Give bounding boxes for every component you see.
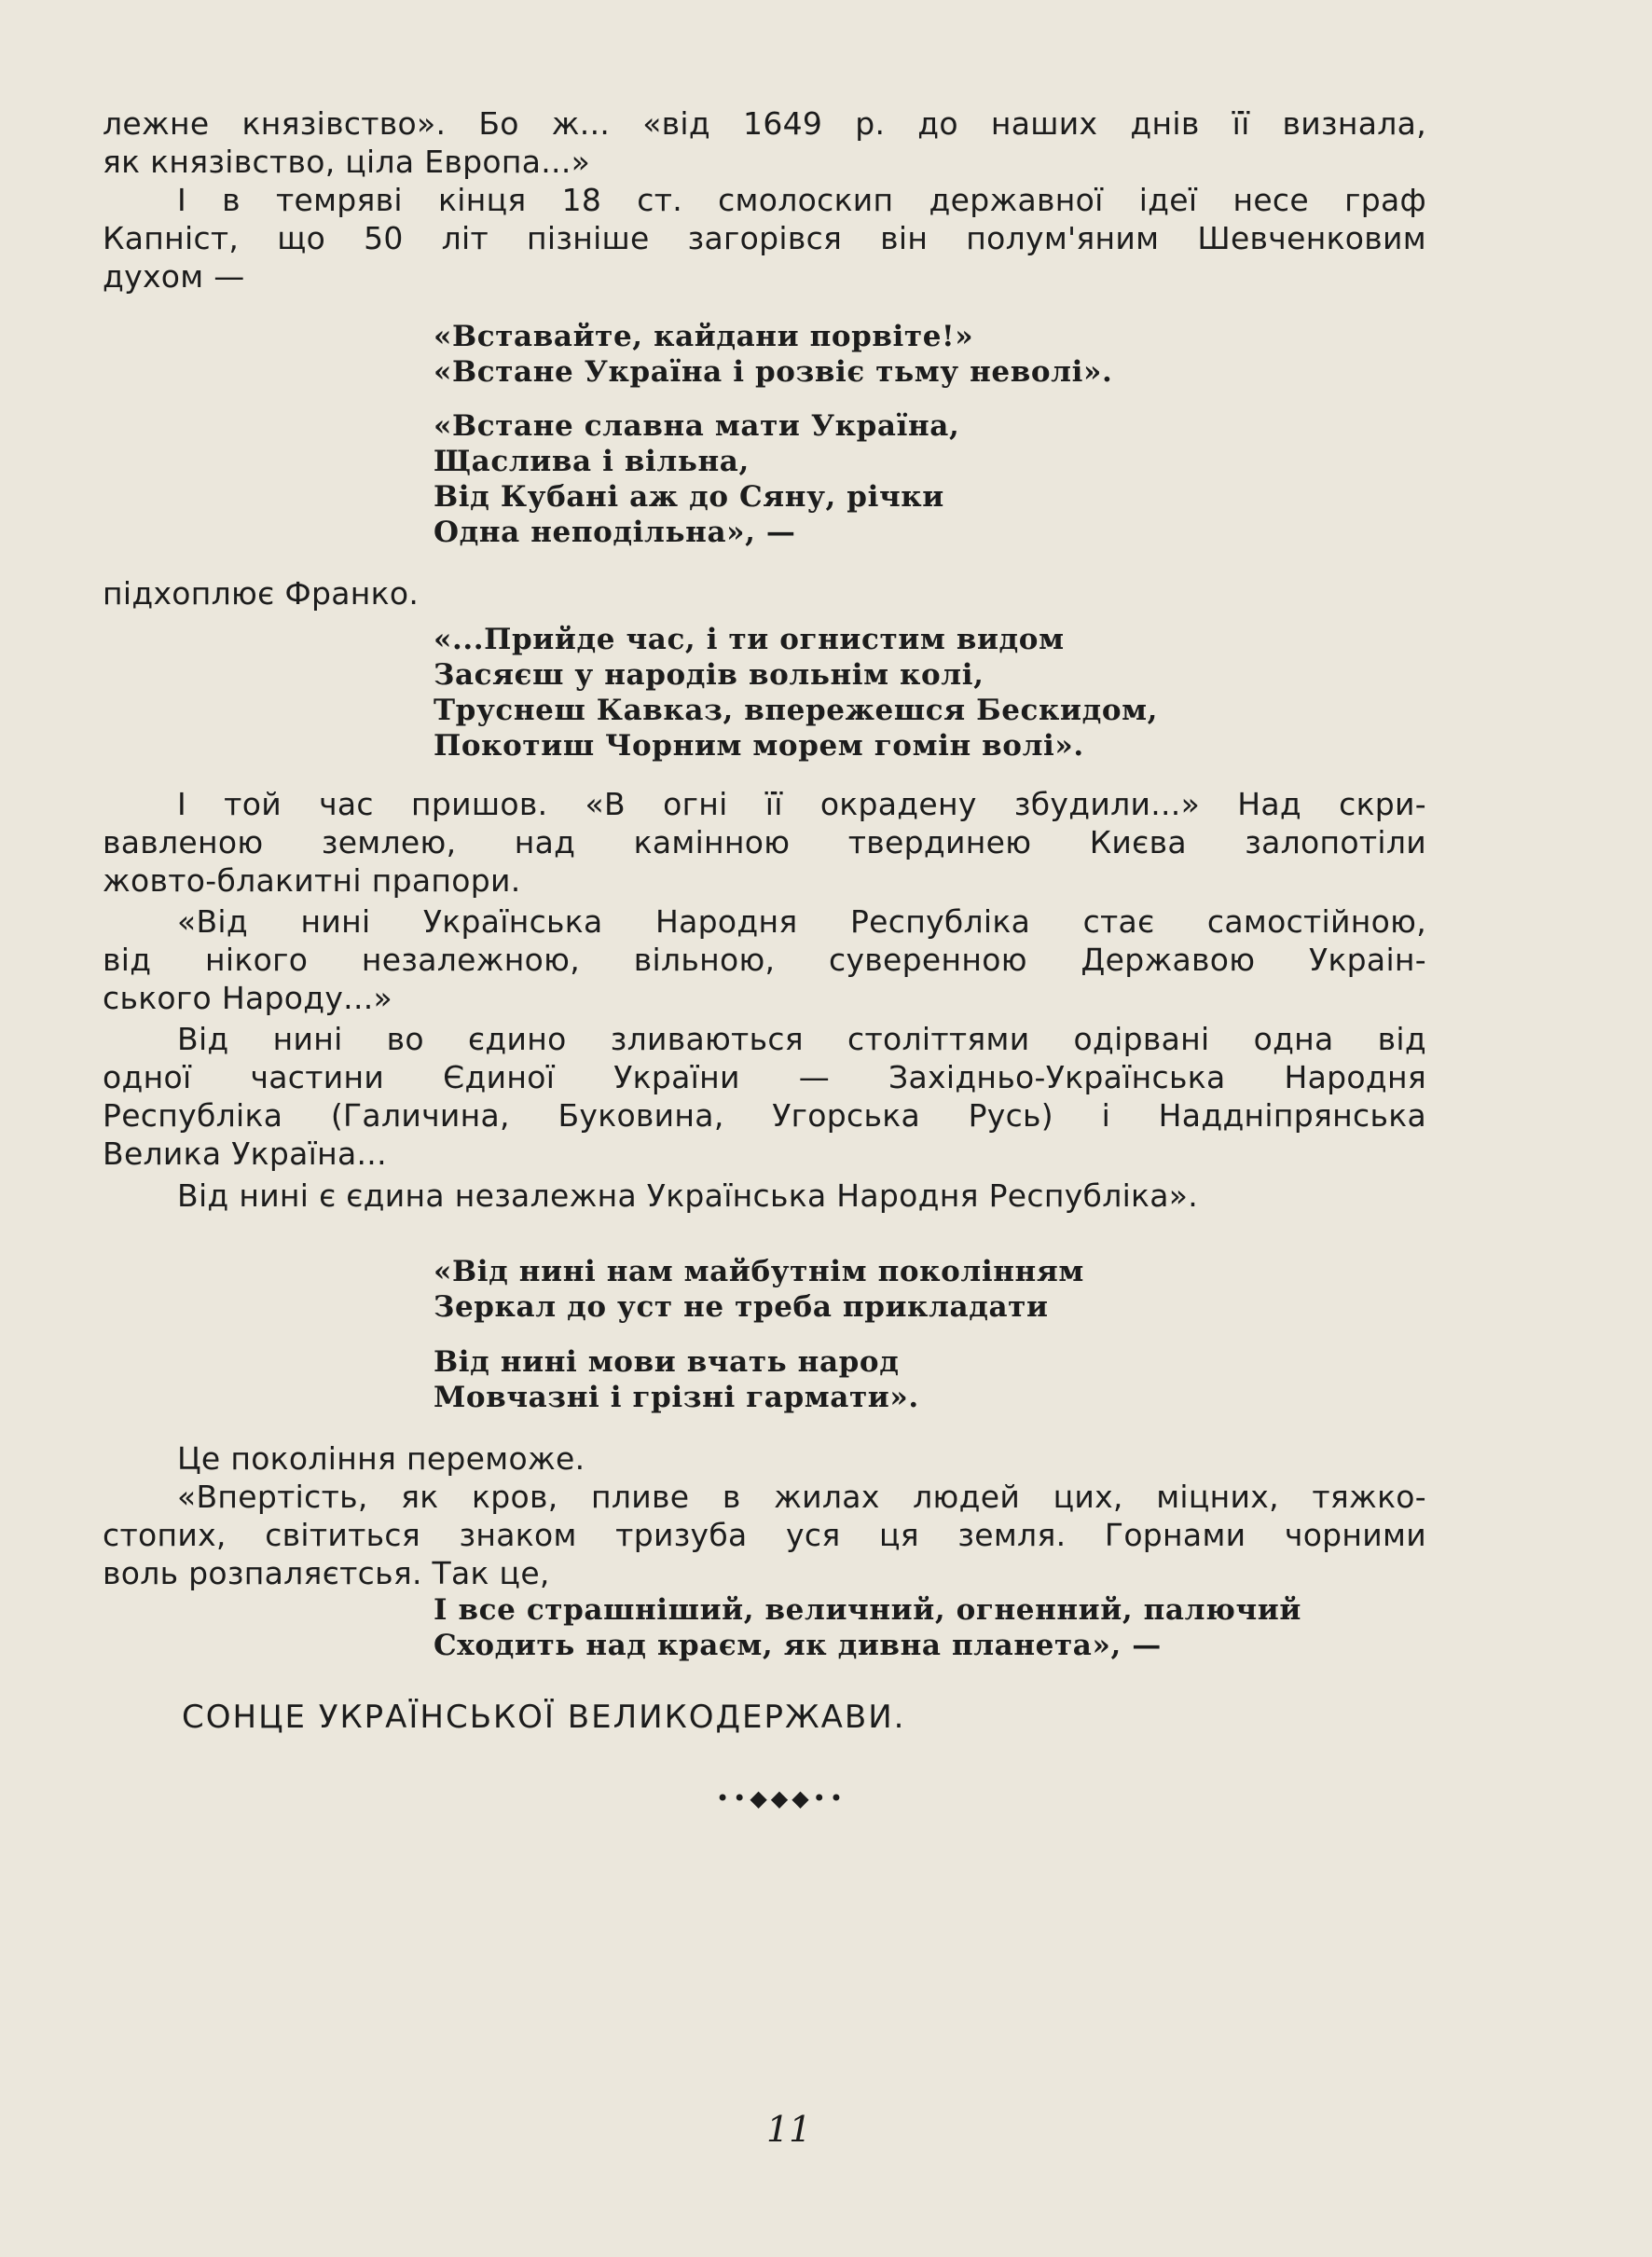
verse-line: Труснеш Кавказ, впережешся Бескидом, [434, 694, 1159, 727]
text-line: одної частини Єдиної України — Західньо-Українська Народня [103, 1059, 1426, 1095]
text-line: Це покоління переможе. [177, 1440, 585, 1477]
page-number: 11 [766, 2109, 812, 2150]
text-line: від нікого незалежною, вільною, суверенною Державою Украін- [103, 942, 1426, 978]
verse-line: Засяєш у народів вольнім колі, [434, 658, 984, 692]
verse-line: Мовчазні і грізні гармати». [434, 1381, 919, 1414]
text-line: І в темряві кінця 18 ст. смолоскип державної ідеї несе граф [177, 182, 1426, 218]
text-line: Від нині є єдина незалежна Українська Народня Республіка». [177, 1177, 1199, 1214]
text-line: стопих, світиться знаком тризуба уся ця земля. Горнами чорними [103, 1517, 1426, 1553]
paragraph-8 [103, 1478, 1426, 1592]
paragraph-2 [103, 181, 1426, 296]
text-line: Капніст, що 50 літ пізніше загорівся він полум'яним Шевченковим [103, 220, 1426, 256]
text-line: І той час пришов. «В огні її окрадену збудили...» Над скри- [177, 786, 1426, 822]
text-line: підхоплює Франко. [103, 575, 420, 612]
paragraph-1 [103, 104, 1426, 181]
verse-quote-2 [434, 408, 1459, 550]
verse-line: І все страшніший, величний, огненний, палючий [434, 1593, 1301, 1627]
text-line: лежне князівство». Бо ж... «від 1649 р. до наших днів її визнала, [103, 105, 1426, 142]
text-line: жовто-блакитні прапори. [103, 862, 521, 899]
text-line: як князівство, ціла Европа...» [103, 144, 591, 180]
paragraph-7 [103, 1439, 1426, 1478]
verse-line: Сходить над краєм, як дивна планета», — [434, 1629, 1162, 1662]
verse-line: «Від нині нам майбутнім поколінням [434, 1255, 1084, 1288]
verse-line: «...Прийде час, і ти огнистим видом [434, 623, 1065, 656]
verse-line: Покотиш Чорним морем гомін волі». [434, 729, 1084, 763]
text-line: Республіка (Галичина, Буковина, Угорська Русь) і Наддніпрянська [103, 1097, 1426, 1134]
paragraph-5 [103, 1020, 1426, 1173]
verse-line: Від нині мови вчать народ [434, 1345, 900, 1379]
verse-line: «Встане славна мати Україна, [434, 409, 960, 443]
verse-line: «Вставайте, кайдани порвіте!» [434, 320, 974, 353]
text-line: «Від нині Українська Народня Республіка стає самостійною, [177, 903, 1426, 940]
paragraph-6 [103, 1177, 1426, 1215]
verse-quote-3 [434, 622, 1459, 764]
section-ornament: ••◆◆◆•• [716, 1785, 847, 1811]
verse-line: Від Кубані аж до Сяну, річки [434, 480, 944, 514]
verse-quote-4 [434, 1254, 1459, 1325]
verse-line: «Встане Україна і розвіє тьму неволі». [434, 355, 1113, 389]
closing-line: СОНЦЕ УКРАЇНСЬКОЇ ВЕЛИКОДЕРЖАВИ. [182, 1699, 906, 1736]
text-line: вавленою землею, над камінною твердинею Києва залопотіли [103, 824, 1426, 860]
paragraph-franko [103, 574, 1426, 612]
verse-line: Щаслива і вільна, [434, 445, 750, 478]
text-line: ського Народу...» [103, 980, 393, 1016]
verse-line: Зеркал до уст не треба прикладати [434, 1290, 1049, 1324]
text-line: «Впертість, як кров, пливе в жилах людей цих, міцних, тяжко- [177, 1479, 1426, 1515]
paragraph-4 [103, 902, 1426, 1017]
verse-quote-6 [434, 1592, 1459, 1663]
text-line: духом — [103, 258, 245, 295]
verse-quote-1 [434, 319, 1459, 390]
text-line: воль розпаляєтсья. Так це, [103, 1555, 550, 1591]
text-line: Від нині во єдино зливаються століттями одірвані одна від [177, 1021, 1426, 1057]
verse-line: Одна неподільна», — [434, 516, 796, 549]
verse-quote-5 [434, 1344, 1459, 1415]
paragraph-3 [103, 785, 1426, 900]
text-line: Велика Україна... [103, 1135, 387, 1172]
